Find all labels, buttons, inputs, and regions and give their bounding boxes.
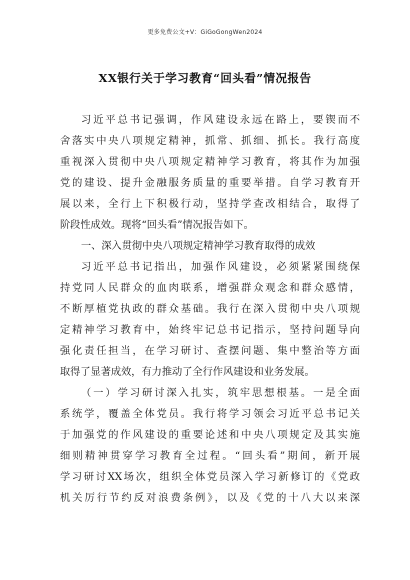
text-line: 学习研讨XX场次，组织全体党员深入学习新修订的《党政	[60, 472, 360, 483]
text-line: 一、深入贯彻中央八项规定精神学习教育取得的成效	[81, 241, 316, 252]
text-line: 定精神学习教育中，始终牢记总书记指示，坚持问题导向	[60, 325, 360, 336]
text-line: 取得了显著成效，有力推动了全行作风建设和业务发展。	[60, 367, 315, 378]
text-line: 强化责任担当，在学习研讨、查摆问题、集中整治等方面	[60, 346, 360, 357]
text-line: 习近平总书记强调，作风建设永远在路上，要锲而不	[81, 115, 360, 126]
text-line: 于加强党的作风建设的重要论述和中央八项规定及其实施	[60, 430, 360, 441]
text-line: 习近平总书记指出，加强作风建设，必须紧紧围绕保	[81, 262, 360, 273]
text-line: 重视深入贯彻中央八项规定精神学习教育，将其作为加强	[60, 157, 360, 168]
text-line: 机关厉行节约反对浪费条例》，以及《党的十八大以来深	[60, 493, 360, 504]
text-line: 不断厚植党执政的群众基础。我行在深入贯彻中央八项规	[60, 304, 360, 315]
text-line: 持党同人民群众的血肉联系，增强群众观念和群众感情，	[60, 283, 360, 294]
text-line: 系统学，覆盖全体党员。我行将学习领会习近平总书记关	[60, 409, 360, 420]
text-line: 舍落实中央八项规定精神，抓常、抓细、抓长。我行高度	[60, 136, 360, 147]
header-note: 更多免费公文+V：GiGoGongWen2024	[147, 29, 263, 36]
text-line: 党的建设、提升金融服务质量的重要举措。自学习教育开	[60, 178, 360, 189]
document-title: XX银行关于学习教育“回头看”情况报告	[98, 71, 312, 85]
text-line: 细则精神贯穿学习教育全过程。“回头看”期间，新开展	[60, 451, 360, 462]
document-body	[60, 110, 360, 509]
text-line: （一）学习研讨深入扎实，筑牢思想根基。一是全面	[81, 388, 360, 399]
text-line: 阶段性成效。现将“回头看”情况报告如下。	[60, 220, 254, 231]
text-line: 展以来，全行上下积极行动，坚持学查改相结合，取得了	[60, 199, 360, 210]
